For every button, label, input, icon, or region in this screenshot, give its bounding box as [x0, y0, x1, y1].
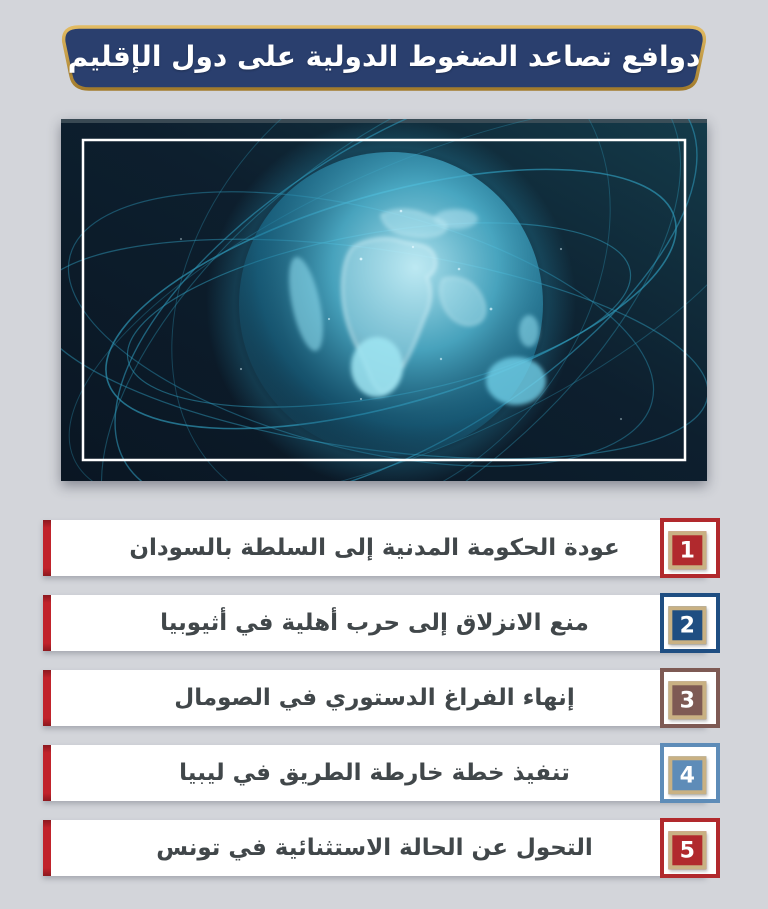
badge-number: 4 — [668, 756, 706, 794]
badge-number: 3 — [668, 681, 706, 719]
item-accent-stripe — [43, 520, 51, 576]
badge-number: 1 — [668, 531, 706, 569]
item-label: منع الانزلاق إلى حرب أهلية في أثيوبيا — [160, 610, 589, 636]
reasons-list — [0, 520, 768, 895]
item-number-badge — [660, 593, 720, 653]
globe-image — [61, 119, 707, 481]
item-bar — [43, 595, 706, 651]
item-number-badge — [660, 518, 720, 578]
item-number-badge — [660, 818, 720, 878]
list-item — [43, 520, 720, 576]
page-title: دوافع تصاعد الضغوط الدولية على دول الإقليم — [67, 39, 701, 73]
list-item — [43, 745, 720, 801]
badge-number: 2 — [668, 606, 706, 644]
item-number-badge — [660, 743, 720, 803]
item-bar — [43, 670, 706, 726]
header-banner — [56, 24, 712, 92]
item-accent-stripe — [43, 745, 51, 801]
item-accent-stripe — [43, 595, 51, 651]
item-label: إنهاء الفراغ الدستوري في الصومال — [174, 685, 575, 711]
list-item — [43, 595, 720, 651]
item-bar — [43, 820, 706, 876]
item-label: التحول عن الحالة الاستثنائية في تونس — [156, 835, 593, 861]
list-item — [43, 820, 720, 876]
item-label: عودة الحكومة المدنية إلى السلطة بالسودان — [129, 535, 620, 561]
globe-illustration — [61, 119, 707, 481]
badge-number: 5 — [668, 831, 706, 869]
item-label: تنفيذ خطة خارطة الطريق في ليبيا — [179, 760, 570, 786]
item-bar — [43, 520, 706, 576]
item-bar — [43, 745, 706, 801]
item-accent-stripe — [43, 820, 51, 876]
list-item — [43, 670, 720, 726]
item-accent-stripe — [43, 670, 51, 726]
item-number-badge — [660, 668, 720, 728]
